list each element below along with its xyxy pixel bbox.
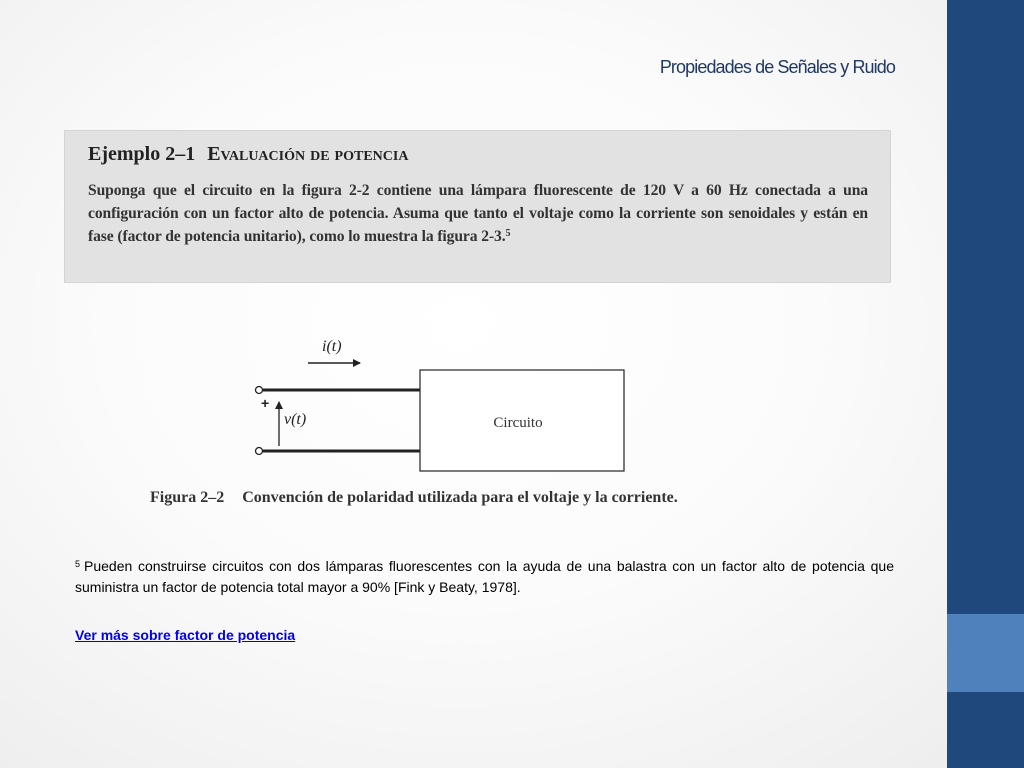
current-label: i(t) [322,338,342,355]
example-number: Ejemplo 2–1 [88,143,196,165]
example-box [64,130,891,283]
example-footnote-ref: 5 [505,228,511,239]
figure-caption [150,489,678,507]
terminal-top [256,387,263,394]
circuit-box-label: Circuito [493,415,543,431]
figure-caption-label: Figura 2–2 [150,489,225,506]
sidebar-dark-top [947,0,1024,614]
footnote-text: Pueden construirse circuitos con dos lámparas fluorescentes con la ayuda de una balastra con un factor alto de potencia que suministra un factor de potencia total mayor a 90% [Fink y Beaty, 1978]. [75,558,894,595]
example-title: Evaluación de potencia [207,143,409,165]
sidebar-dark-bottom [947,692,1024,768]
footnote [75,556,894,598]
slide-title: Propiedades de Señales y Ruido [659,57,895,77]
example-heading [88,143,408,166]
terminal-bottom [256,448,263,455]
plus-sign: + [261,395,270,411]
example-body: Suponga que el circuito en la figura 2-2 contiene una lámpara fluorescente de 120 V a 60 Hz conectada a una configuración con un factor alto de potencia. Asuma que tanto el voltaje como la corriente son senoidales y están en fase (factor de potencia unitario), como lo muestra la figura 2-3. [88,182,868,245]
footnote-marker: 5 [75,559,81,569]
example-text [88,179,868,248]
circuit-diagram [240,330,640,480]
figure-caption-text: Convención de polaridad utilizada para el voltaje y la corriente. [242,489,678,506]
more-info-link[interactable]: Ver más sobre factor de potencia [75,627,296,643]
voltage-label: v(t) [284,411,307,428]
sidebar-accent-block [947,614,1024,692]
